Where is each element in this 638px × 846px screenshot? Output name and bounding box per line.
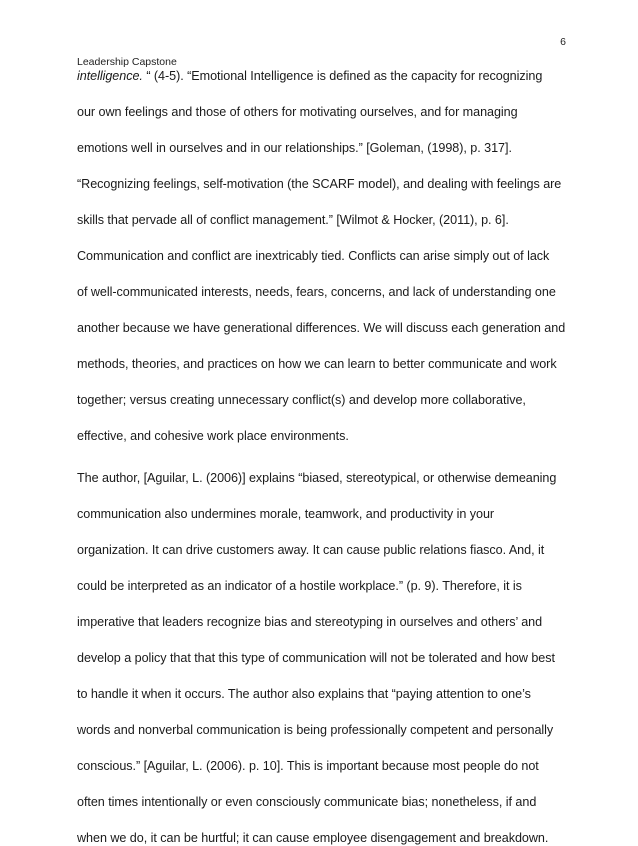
running-head: Leadership Capstone [77, 56, 177, 68]
text-line: emotions well in ourselves and in our relationships.” [Goleman, (1998), p. 317]. [77, 141, 512, 155]
text-line: methods, theories, and practices on how we can learn to better communicate and work [77, 357, 557, 371]
text-line [77, 68, 577, 84]
italic-word: intelligence. [77, 69, 143, 83]
text-line: skills that pervade all of conflict management.” [Wilmot & Hocker, (2011), p. 6]. [77, 213, 509, 227]
text-line: effective, and cohesive work place environments. [77, 429, 349, 443]
text-line: another because we have generational differences. We will discuss each generation and [77, 321, 566, 335]
text-line: communication also undermines morale, teamwork, and productivity in your [77, 507, 495, 521]
text-line: The author, [Aguilar, L. (2006)] explains “biased, stereotypical, or otherwise demeaning [77, 471, 557, 485]
text-line: could be interpreted as an indicator of a hostile workplace.” (p. 9). Therefore, it is [77, 579, 522, 593]
text-line: words and nonverbal communication is being professionally competent and personally [77, 723, 554, 737]
text-line: together; versus creating unnecessary conflict(s) and develop more collaborative, [77, 393, 526, 407]
text-line: conscious.” [Aguilar, L. (2006). p. 10]. This is important because most people do not [77, 759, 539, 773]
text-line: “Recognizing feelings, self-motivation (the SCARF model), and dealing with feelings are [77, 177, 562, 191]
text-line: organization. It can drive customers away. It can cause public relations fiasco. And, it [77, 543, 545, 557]
text-line: when we do, it can be hurtful; it can cause employee disengagement and breakdown. [77, 831, 549, 845]
text-line: Communication and conflict are inextricably tied. Conflicts can arise simply out of lack [77, 249, 550, 263]
line-text: “ (4-5). “Emotional Intelligence is defined as the capacity for recognizing [142, 69, 543, 83]
paragraph-1 [77, 68, 577, 444]
page-number: 6 [560, 36, 566, 48]
body-text [77, 68, 577, 846]
text-line: develop a policy that that this type of communication will not be tolerated and how best [77, 651, 555, 665]
text-line: to handle it when it occurs. The author also explains that “paying attention to one’s [77, 687, 531, 701]
text-line: often times intentionally or even consciously communicate bias; nonetheless, if and [77, 795, 537, 809]
text-line: imperative that leaders recognize bias and stereotyping in ourselves and others’ and [77, 615, 543, 629]
text-line: of well-communicated interests, needs, fears, concerns, and lack of understanding one [77, 285, 556, 299]
text-line: our own feelings and those of others for motivating ourselves, and for managing [77, 105, 518, 119]
paragraph-2 [77, 470, 577, 846]
